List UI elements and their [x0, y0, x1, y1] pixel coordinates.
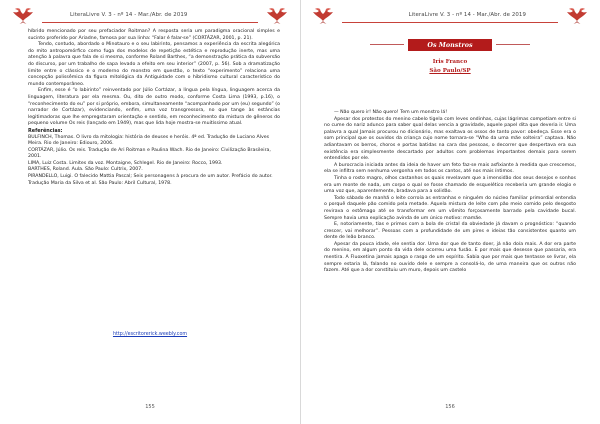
paragraph: — Não quero ir! Não quero! Tem um monstro lá!	[334, 110, 448, 115]
page-number: 156	[445, 404, 455, 410]
paragraph: Apesar da pouca idade, ele sentia dor. Uma dor que de tanto doer, já não doía mais. A dor era parte do menino, em algum ponto da vida dele ocorreu uma fusão. E por mais que desesse que passaria, era mentira. A Fluoxetina jamais apaga o rasgo de um espírito. Sabia que por mais que tentasse se livrar, ela sempre estaria lá, falando no ouvido dele e sempre a consolá-lo, de uma maneira que os outros não fazem. Até que a dor constituiu um muro, depois um castelo	[324, 241, 576, 274]
reference-item: BULFINCH, Thomas. O livro da mitologia: história de deuses e heróis. 4ª ed. Tradução de Luciano Alves Meira. Rio de Janeiro: Ediouro, 2006.	[28, 134, 270, 147]
reference-item: CORTÁZAR, Júlio. Os reis. Tradução de Ari Roitman e Paulina Wach. Rio de Janeiro: Civilização Brasileira, 2001.	[28, 147, 271, 160]
paragraph: Tinha o rosto magro, olhos castanhos os quais revelavam que a imensidão dos seus desejos e sonhos era um monte de nada, um corpo o qual se fosse chamado de esquelético receberia um grande elogio e uma voz que, aparentemente, bradava para a solidão.	[324, 175, 576, 195]
reference-item: PIRANDELLO, Luigi. O falecido Mattia Pascal; Seis personagens à procura de um autor. Prefácio do autor. Tradução Maria da Silva et al. São Paulo: Abril Cultural, 1978.	[28, 174, 273, 186]
phoenix-emblem-icon	[12, 6, 34, 24]
reference-item: BARTHES, Roland. Aula. São Paulo: Cultrix, 2007.	[28, 167, 143, 173]
author-name: Iris Franco	[432, 59, 468, 65]
right-body-text	[324, 110, 576, 275]
paragraph: híbrido mencionado por seu prefaciador Roitman? A resposta seria um paradigma oracional simples e sucinto proferido por Ariadne, famosa por sua linha: “Falar é falar-se” (CORTÁZAR, 2001, p. 21).	[28, 29, 280, 41]
paragraph: Apesar dos protestos do menino cabelo tigela com leves ondinhas, cujas lágrimas competiam entre si no cume do nariz adunco para saber qual delas vencia a gravidade, aquele papel dita que deveria ir. Uma palavra a qual Jamais procurou no dicionário, mas exaltava os ossos de tanto pavor: obedeça. Esse era o som principal que os ouvidos da criança cujo nome tornara-se “Who da uma mãe solteira” captava. Não adiantavam os berros, choros e portas batidas na cara das pessoas, o decorrer que despertava era sua existência era simplesmente descartado por adultos com problemas importantes demais para serem entendidos por ele.	[324, 116, 576, 162]
reference-item: LIMA, Luiz Costa. Limites da voz. Montaigne, Schlegel. Rio de Janeiro: Rocco, 1993.	[28, 160, 223, 166]
left-body-text	[28, 29, 280, 187]
header-rule	[342, 22, 558, 23]
paragraph: Tendo, contudo, abordado o Minotauro e o seu labirinto, pensamos a experiência da escrita alegórica do mito antropomórfico como fuga dos modelos de repetição estética e reprodução inerte, mas uma atenção à palavra que fala de si mesma, conforme Roland Barthes, “a demonstração prática da subversão do discurso, por um trabalho de sapa levado a efeito em seu interior” (2007, p. 56). Sob a dramatização limite entre o clássico e o moderno do monstro em questão, o texto “experimento” relaciona uma concepção polissêmica da figura mitológica da Antiguidade com o hibridismo cultural característico do mundo contemporâneo.	[28, 42, 280, 87]
phoenix-emblem-icon	[566, 6, 588, 24]
paragraph: A burocracia iniciada antes da ideia de haver um feto faz-se mais asfixiante à medida que crescemos, ela se infiltra sem nenhuma vergonha em todos os cantos, até nos mais íntimos.	[324, 162, 576, 175]
page-header	[8, 6, 292, 24]
paragraph: Todo sábado de manhã o leite corroía as entranhas e ninguém do núcleo familiar primordial entendia o porquê daquele pão comido pela metade. Aquela mistura de leite com pão meio comido pelo desgosto revirava o estômago até se transformar em um vômito forçosamente barrado pela cavidade bucal. Sempre havia uma explicação avinda de um único motivo: mamãe.	[324, 195, 576, 221]
right-page	[300, 0, 600, 424]
paragraph: Enfim, esse é “o labirinto” reinventado por Júlio Cortázar, a língua pela língua, linguagem acerca da linguagem, literatura por ela mesma. Ou, dito de outro modo, conforme Costa Lima (1993, p.16), o “reconhecimento do eu” por si próprio, embora, simultaneamente “acompanhado por um (eu) segundo” (o narrador de Cortázar), evidenciando, enfim, uma voz transgressora, no que tange às estâncias legitimadoras que lhe empregstaram orientação e sentido, em reconhecimento da mistura de gêneros do pequeno volume Os reis (lançado em 1949), mas que lida hoje mostra-se muitíssimo atual.	[28, 88, 280, 127]
author-location: São Paulo/SP	[429, 68, 471, 74]
phoenix-emblem-icon	[266, 6, 288, 24]
running-title: LiteraLivre V. 3 - nº 14 - Mar./Abr. de 2019	[408, 12, 526, 18]
page-number: 155	[145, 404, 155, 410]
story-title: Os Monstros	[408, 39, 492, 51]
paragraph: E, notoriamente, tias e primos com a bola de cristal da obviedade já davam o prognóstico: “quando crescer, vai melhorar”. Pessoas com a profundidade de um pires e ideias tão consistentes quanto um dente de leão branco.	[324, 222, 576, 241]
author-website-link[interactable]: http://escritorerick.weebly.com	[112, 332, 188, 337]
references-heading: Referências:	[28, 127, 63, 134]
phoenix-emblem-icon	[312, 6, 334, 24]
author-block	[300, 58, 600, 76]
header-rule	[42, 22, 258, 23]
running-title: LiteraLivre V. 3 - nº 14 - Mar./Abr. de 2019	[70, 12, 188, 18]
page-header	[308, 6, 592, 24]
